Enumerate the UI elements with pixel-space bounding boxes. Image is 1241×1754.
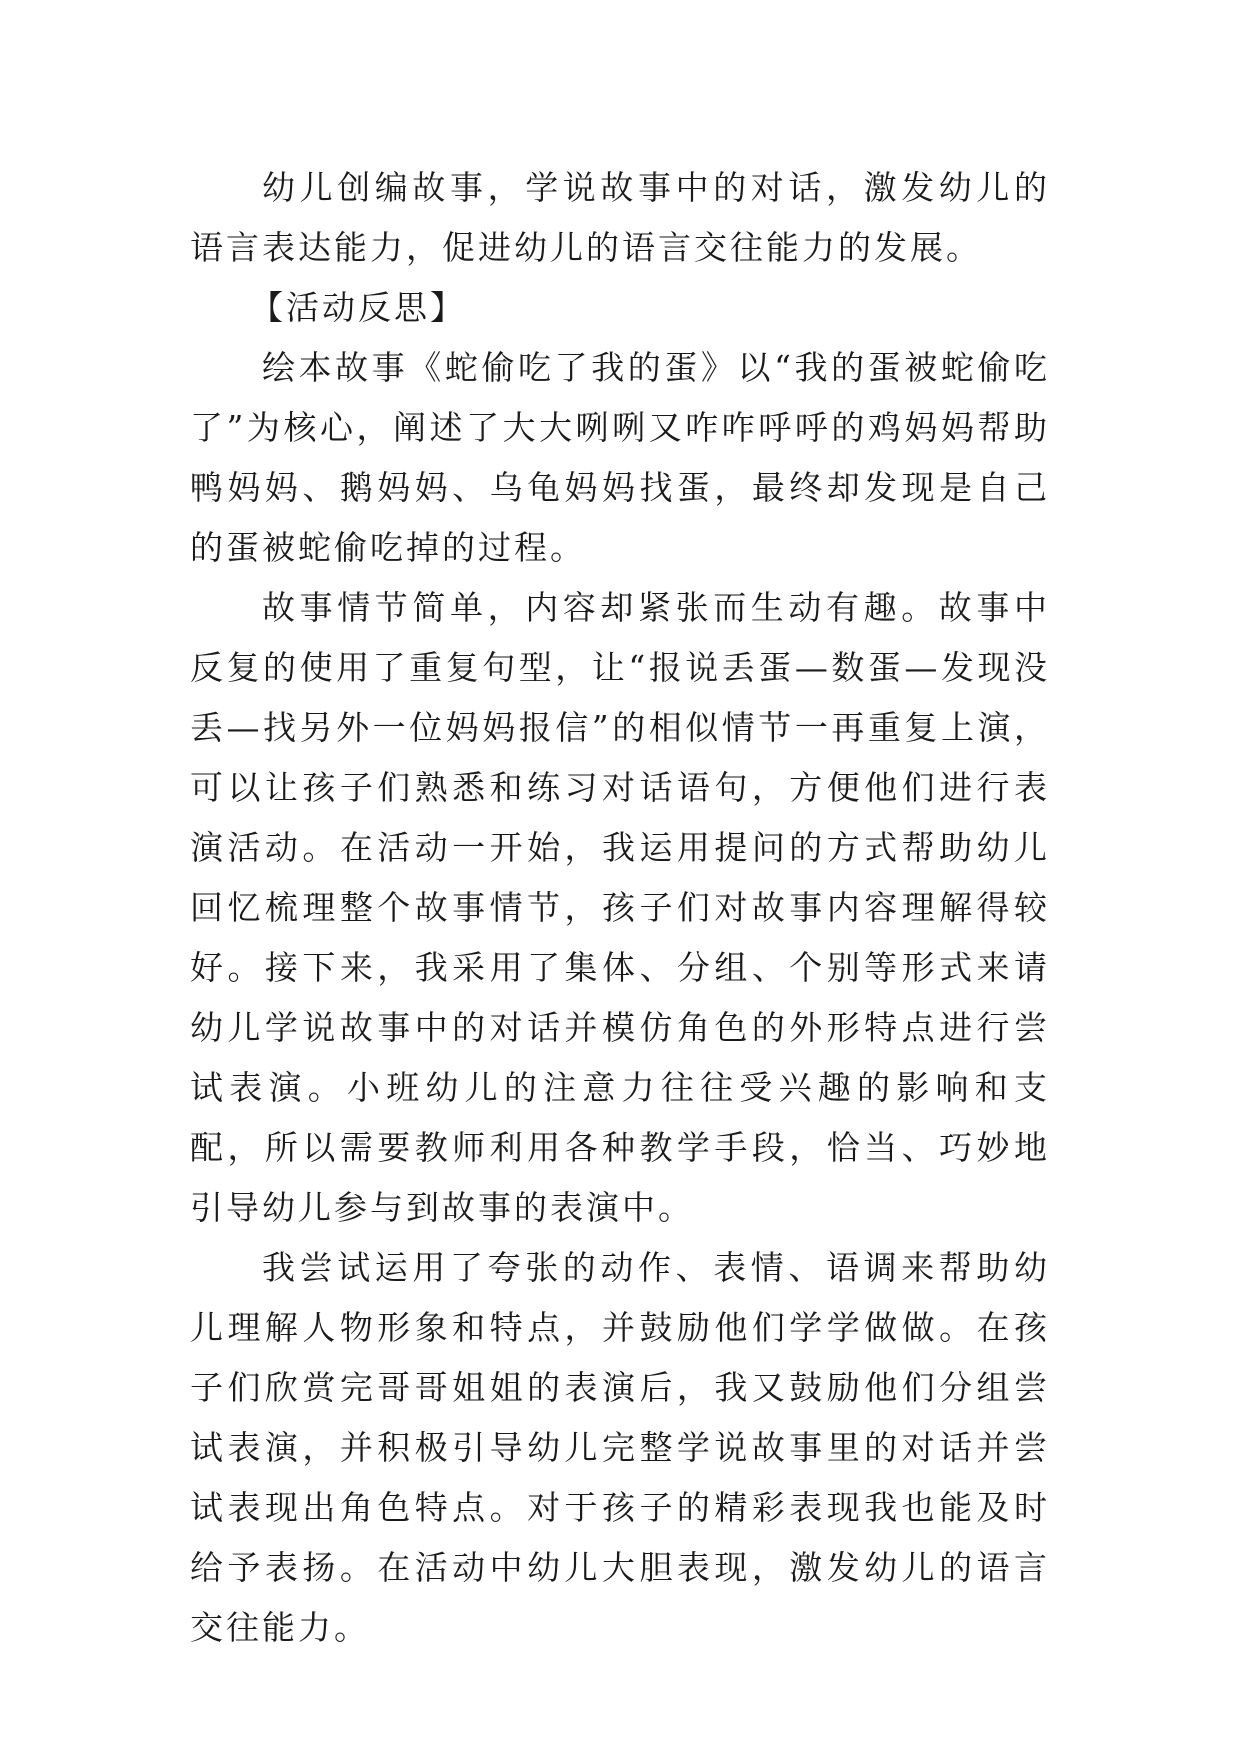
- document-body: [190, 158, 1050, 1658]
- reflection-paragraph-3: 我尝试运用了夸张的动作、表情、语调来帮助幼儿理解人物形象和特点，并鼓励他们学学做做。在孩子们欣赏完哥哥姐姐的表演后，我又鼓励他们分组尝试表演，并积极引导幼儿完整学说故事里的对话并尝试表现出角色特点。对于孩子的精彩表现我也能及时给予表扬。在活动中幼儿大胆表现，激发幼儿的语言交往能力。: [190, 1248, 1050, 1647]
- reflection-paragraph-2: 故事情节简单，内容却紧张而生动有趣。故事中反复的使用了重复句型，让“报说丢蛋—数蛋—发现没丢—找另外一位妈妈报信”的相似情节一再重复上演，可以让孩子们熟悉和练习对话语句，方便他们进行表演活动。在活动一开始，我运用提问的方式帮助幼儿回忆梳理整个故事情节，孩子们对故事内容理解得较好。接下来，我采用了集体、分组、个别等形式来请幼儿学说故事中的对话并模仿角色的外形特点进行尝试表演。小班幼儿的注意力往往受兴趣的影响和支配，所以需要教师利用各种教学手段，恰当、巧妙地引导幼儿参与到故事的表演中。: [190, 588, 1050, 1227]
- intro-paragraph: 幼儿创编故事，学说故事中的对话，激发幼儿的语言表达能力，促进幼儿的语言交往能力的发展。: [190, 168, 1050, 267]
- reflection-paragraph-1: 绘本故事《蛇偷吃了我的蛋》以“我的蛋被蛇偷吃了”为核心，阐述了大大咧咧又咋咋呼呼的鸡妈妈帮助鸭妈妈、鹅妈妈、乌龟妈妈找蛋，最终却发现是自己的蛋被蛇偷吃掉的过程。: [190, 348, 1050, 567]
- section-heading: 【活动反思】: [250, 288, 466, 327]
